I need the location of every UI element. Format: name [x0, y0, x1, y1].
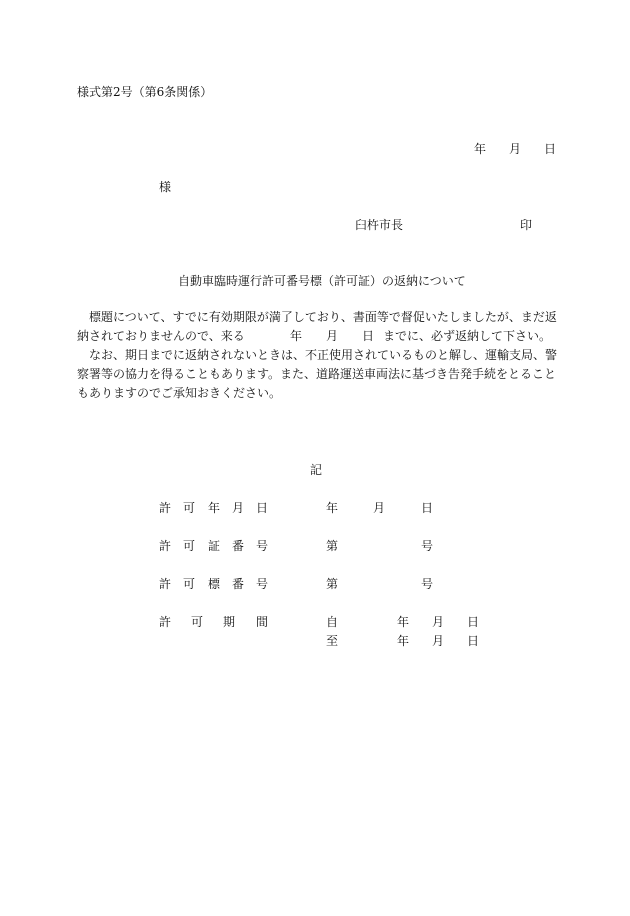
item-value: 月 [373, 501, 386, 515]
para1-year: 年 [290, 329, 303, 343]
item-label-char: 許 [159, 615, 172, 629]
ki-heading: 記 [310, 463, 323, 477]
para1-line2-pre: 納されておりませんので、来る [77, 329, 245, 343]
period-from-month: 月 [432, 615, 445, 629]
period-from-label: 自 [326, 615, 339, 629]
item-label-char: 許 [159, 577, 172, 591]
item-label-char: 年 [208, 501, 221, 515]
item-label-char: 号 [256, 539, 269, 553]
period-to-day: 日 [467, 634, 480, 648]
item-label-char: 間 [256, 615, 269, 629]
period-to-month: 月 [432, 634, 445, 648]
item-value: 第 [326, 577, 339, 591]
para1-line2-post: までに、必ず返納して下さい。 [383, 329, 552, 343]
para2-line3: もありますのでご承知おきください。 [77, 386, 282, 400]
para1-line1: 標題について、すでに有効期限が満了しており、書面等で督促いたしましたが、まだ返 [89, 310, 557, 324]
item-label-char: 標 [208, 577, 221, 591]
item-label-char: 可 [183, 539, 196, 553]
form-number: 様式第2号（第6条関係） [77, 85, 213, 99]
period-from-year: 年 [397, 615, 410, 629]
date-month-label: 月 [509, 142, 522, 156]
item-value: 日 [421, 501, 434, 515]
para1-month: 月 [326, 329, 339, 343]
para1-day: 日 [362, 329, 375, 343]
seal-mark: 印 [520, 218, 533, 232]
para2-line1: なお、期日までに返納されないときは、不正使用されているものと解し、運輸支局、警 [89, 348, 558, 362]
item-value: 号 [421, 539, 434, 553]
item-label-char: 証 [208, 539, 221, 553]
para1-line2 [77, 328, 245, 344]
item-label-char: 可 [183, 577, 196, 591]
item-label-char: 号 [256, 577, 269, 591]
item-value: 第 [326, 539, 339, 553]
period-from-day: 日 [467, 615, 480, 629]
item-label-char: 許 [159, 501, 172, 515]
item-label-char: 番 [232, 539, 245, 553]
item-label-char: 可 [183, 501, 196, 515]
item-label-char: 月 [232, 501, 245, 515]
item-label-char: 期 [223, 615, 236, 629]
item-label-char: 許 [159, 539, 172, 553]
item-value: 号 [421, 577, 434, 591]
item-label-char: 可 [191, 615, 204, 629]
item-value: 年 [326, 501, 339, 515]
addressee-suffix: 様 [159, 180, 172, 194]
date-day-label: 日 [544, 142, 557, 156]
date-year-label: 年 [474, 142, 487, 156]
subject-title: 自動車臨時運行許可番号標（許可証）の返納について [178, 274, 466, 288]
period-to-year: 年 [397, 634, 410, 648]
item-label-char: 番 [232, 577, 245, 591]
item-label-char: 日 [256, 501, 269, 515]
para2-line2: 察署等の協力を得ることもあります。また、道路運送車両法に基づき告発手続をとること [77, 367, 557, 381]
issuer-title: 臼杵市長 [355, 218, 404, 232]
period-to-label: 至 [326, 634, 339, 648]
